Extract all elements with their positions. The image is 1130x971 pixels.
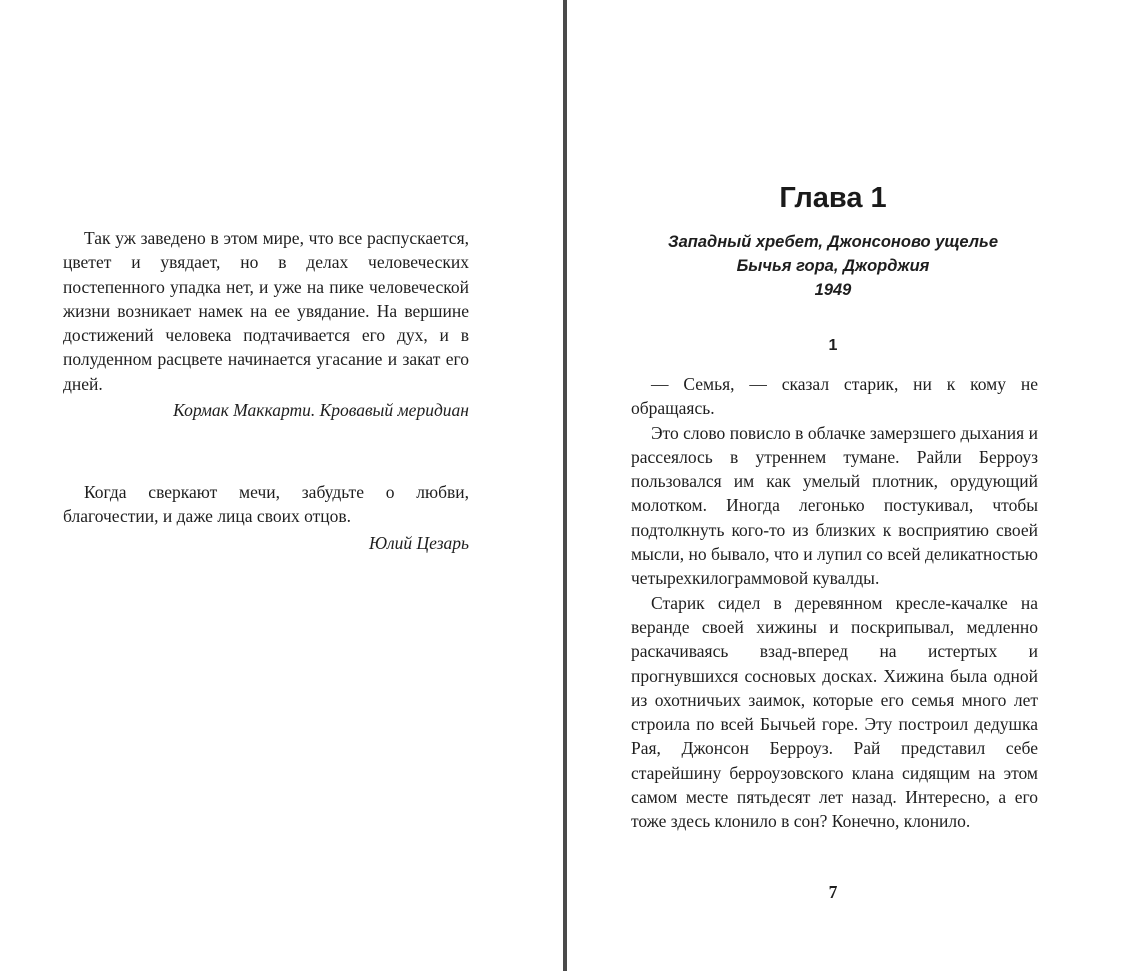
section-number: 1: [828, 337, 838, 354]
body-paragraph: — Семья, — сказал старик, ни к кому не обращаясь.: [631, 374, 1038, 419]
epigraph-text: Когда сверкают мечи, забудьте о любви, благочестии, и даже лица своих отцов.: [63, 482, 469, 527]
left-page: [0, 0, 563, 971]
epigraph-cormac-mccarthy: [63, 226, 469, 422]
location-line-2: Бычья гора, Джорджия: [736, 257, 930, 275]
epigraph-attribution: Кормак Маккарти. Кровавый меридиан: [173, 400, 469, 421]
right-page: [567, 0, 1130, 971]
chapter-heading: [630, 176, 1036, 302]
body-paragraph: Старик сидел в деревянном кресле-качалке на веранде своей хижины и поскрипывал, медленно раскачиваясь взад-вперед на истертых и прогнувшихся сосновых досках. Хижина была одной из охотничьих заимок, которые его семья много лет строила по всей Бычьей горе. Эту построил дедушка Рая, Джонсон Берроуз. Рай представил себе старейшину берроузовского клана сидящим на этом самом месте пятьдесят лет назад. Интересно, а его тоже здесь клонило в сон? Конечно, клонило.: [631, 592, 1038, 832]
chapter-title: Глава 1: [779, 182, 887, 214]
chapter-location: [630, 230, 1036, 302]
chapter-body: [631, 372, 1038, 834]
body-paragraph: Это слово повисло в облачке замерзшего дыхания и рассеялось в утреннем тумане. Райли Берроуз пользовался им как умелый плотник, орудующий молотком. Иногда легонько постукивал, чтобы подтолкнуть кого-то из близких к восприятию своей мысли, но бывало, что и лупил со всей деликатностью четырехкилограммовой кувалды.: [631, 422, 1038, 589]
epigraph-text: Так уж заведено в этом мире, что все распускается, цветет и увядает, но в делах человеческих постепенного упадка нет, и уже на пике человеческой жизни возникает намек на ее увядание. На вершине достижений человека подтачивается его дух, и в полуденном расцвете начинается угасание и закат его дней.: [63, 228, 469, 394]
page-number: 7: [828, 882, 838, 902]
location-line-1: Западный хребет, Джонсоново ущелье: [667, 233, 999, 251]
epigraph-attribution: Юлий Цезарь: [368, 532, 469, 553]
epigraph-julius-caesar: [63, 480, 469, 555]
location-year: 1949: [814, 281, 852, 299]
